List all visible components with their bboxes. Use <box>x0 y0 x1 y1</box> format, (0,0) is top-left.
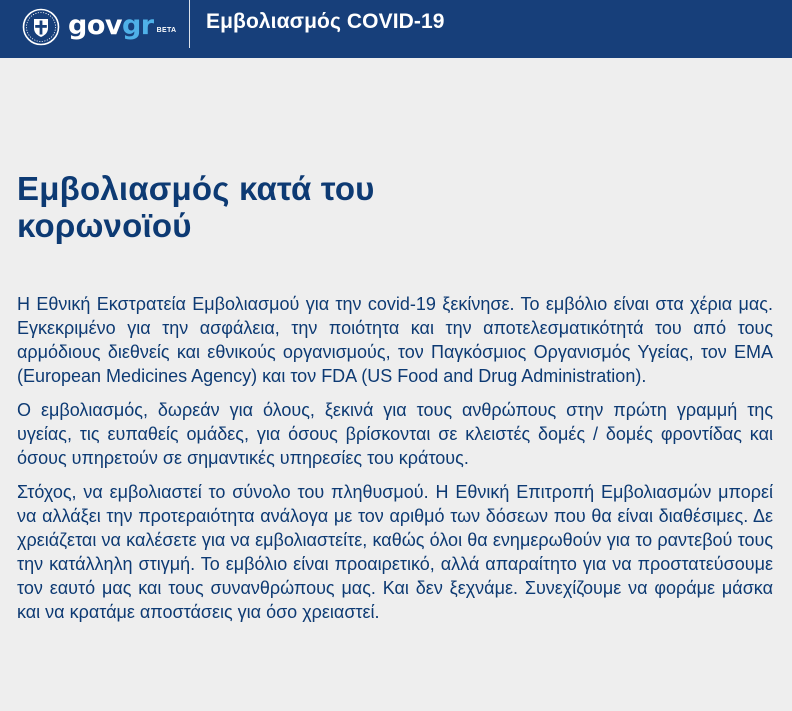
site-header <box>0 0 792 58</box>
paragraph-campaign: Η Εθνική Εκστρατεία Εμβολιασμού για την covid-19 ξεκίνησε. Το εμβόλιο είναι στα χέρια μας. Εγκεκριμένο για την ασφάλεια, την ποιότητα και την αποτελεσματικότητά του από τους αρμόδιους διεθνείς και εθνικούς οργανισμούς, τον Παγκόσμιος Οργανισμός Υγείας, τον EMA (European Medicines Agency) και τον FDA (US Food and Drug Administration). <box>17 294 773 386</box>
paragraph-priority-groups: Ο εμβολιασμός, δωρεάν για όλους, ξεκινά για τους ανθρώπους στην πρώτη γραμμή της υγείας, τις ευπαθείς ομάδες, για όσους βρίσκονται σε κλειστές δομές / δομές φροντίδας και όσους υπηρετούν σε σημαντικές υπηρεσίες του κράτους. <box>17 400 773 468</box>
page-title: Εμβολιασμός κατά του κορωνοϊού <box>17 170 375 244</box>
logo-gr-text: gr <box>121 10 154 41</box>
govgr-logo[interactable] <box>68 4 176 44</box>
header-divider <box>189 0 190 48</box>
logo-beta-badge: BETA <box>156 27 177 34</box>
intro-text <box>17 292 773 634</box>
paragraph-goal: Στόχος, να εμβολιαστεί το σύνολο του πληθυσμού. Η Εθνική Επιτροπή Εμβολιασμών μπορεί να αλλάξει την προτεραιότητα ανάλογα με τον αριθμό των δόσεων που θα είναι διαθέσιμες. Δε χρειάζεται να καλέσετε για να εμβολιαστείτε, καθώς όλοι θα ενημερωθούν για το ραντεβού τους την κατάλληλη στιγμή. Το εμβόλιο είναι προαιρετικό, αλλά απαραίτητο για να προστατεύσουμε τον εαυτό μας και τους συνανθρώπους μας. Και δεν ξεχνάμε. Συνεχίζουμε να φοράμε μάσκα και να κρατάμε αποστάσεις για όσο χρειαστεί. <box>17 482 773 622</box>
logo-gov-text: gov <box>68 10 122 41</box>
hellenic-republic-emblem-icon[interactable] <box>22 8 60 46</box>
service-title[interactable]: Εμβολιασμός COVID-19 <box>206 10 445 33</box>
